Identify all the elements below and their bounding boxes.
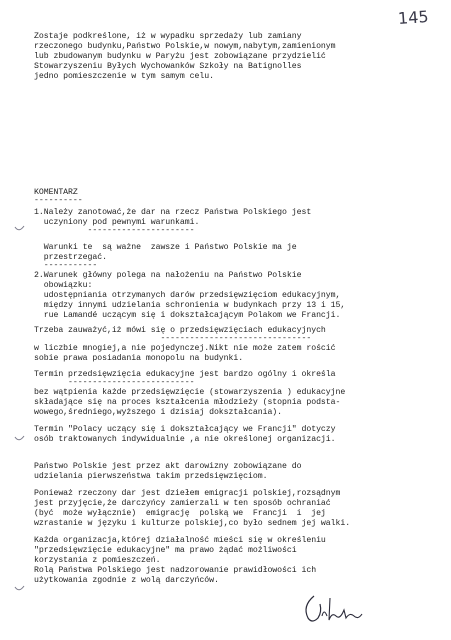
text-line: bez wątpienia każde przedsięwzięcie (stowarzyszenia ) edukacyjne	[34, 388, 346, 397]
text-line: wowego,średniego,wyższego i dzisiaj dokształcania).	[34, 408, 283, 417]
text-line: lub zbudowanym budynku w Paryżu jest zobowiązane przydzielić	[34, 52, 326, 61]
text-line: jest przyjęcie,że darczyńcy zamierzali w ten sposób ochraniać	[34, 499, 331, 508]
text-line: uczyniony pod pewnymi warunkami.	[34, 218, 200, 227]
text-line: "przedsięwzięcie edukacyjne" ma prawo żądać możliwości	[34, 546, 297, 555]
text-line: Stowarzyszeniu Byłych Wychowanków Szkoły na Batignolles	[34, 62, 302, 71]
text-line: rzeczonego budynku,Państwo Polskie,w nowym,nabytym,zamienionym	[34, 42, 336, 51]
text-line: Zostaje podkreślone, iż w wypadku sprzedaży lub zamiany	[34, 32, 302, 41]
text-line: 2.Warunek główny polega na nałożeniu na Państwo Polskie	[34, 271, 302, 280]
margin-tick-mark	[14, 224, 26, 234]
text-line: rue Lamandé uczącym się i dokształcającym Polakom we Francji.	[34, 311, 341, 320]
text-line: Każda organizacja,której działalność mieści się w określeniu	[34, 536, 326, 545]
text-line: udostępniania otrzymanych darów przedsięwzięciom edukacyjnym,	[34, 291, 341, 300]
text-line: użytkowania zgodnie z wolą darczyńców.	[34, 576, 219, 585]
text-underline: -----------	[34, 261, 98, 270]
text-line: Termin przedsięwzięcia edukacyjne jest bardzo ogólny i określa	[34, 370, 336, 379]
text-line: obowiązku:	[34, 281, 93, 290]
handwritten-signature	[300, 588, 370, 628]
text-line: 1.Należy zanotować,że dar na rzecz Państwa Polskiego jest	[34, 208, 312, 217]
text-line: wzrastanie w języku i kulturze polskiej,co było sednem jej walki.	[34, 519, 351, 528]
handwritten-page-number: 145	[397, 6, 430, 29]
text-line: między innymi udzielania schronienia w budynkach przy 13 i 15,	[34, 301, 346, 310]
text-line: sobie prawa posiadania monopolu na budynki.	[34, 354, 244, 363]
margin-tick-mark	[14, 434, 26, 444]
heading-underline: ----------	[34, 196, 83, 205]
text-underline: -------------------------------	[34, 334, 312, 343]
text-line: jedno pomieszczenie w tym samym celu.	[34, 72, 214, 81]
text-line: korzystania z pomieszczeń.	[34, 556, 161, 565]
text-line: Warunki te są ważne zawsze i Państwo Polskie ma je	[34, 243, 297, 252]
text-line: Trzeba zauważyć,iż mówi się o przedsięwzięciach edukacyjnych	[34, 326, 326, 335]
text-line: Rolą Państwa Polskiego jest nadzorowanie prawidłowości ich	[34, 566, 317, 575]
margin-tick-mark	[14, 584, 26, 594]
text-line: składające się na proces kształcenia młodzieży (stopnia podsta-	[34, 398, 341, 407]
text-line: udzielania pierwszeństwa takim przedsięwzięciom.	[34, 472, 268, 481]
text-line: Państwo Polskie jest przez akt darowizny zobowiązane do	[34, 462, 302, 471]
comment-heading: KOMENTARZ	[34, 188, 78, 197]
text-underline: --------------------------	[34, 378, 195, 387]
text-line: (być może wyłącznie) emigrację polską we Francji i jej	[34, 509, 326, 518]
text-line: w liczbie mnogiej,a nie pojedynczej.Nikt nie może zatem rościć	[34, 344, 336, 353]
text-line: Ponieważ rzeczony dar jest dziełem emigracji polskiej,rozsądnym	[34, 489, 341, 498]
text-line: przestrzegać.	[34, 253, 107, 262]
text-line: Termin "Polacy uczący się i dokształcający we Francji" dotyczy	[34, 425, 336, 434]
text-line: osób traktowanych indywidualnie ,a nie określonej organizacji.	[34, 435, 336, 444]
text-underline: ----------------------	[34, 226, 195, 235]
